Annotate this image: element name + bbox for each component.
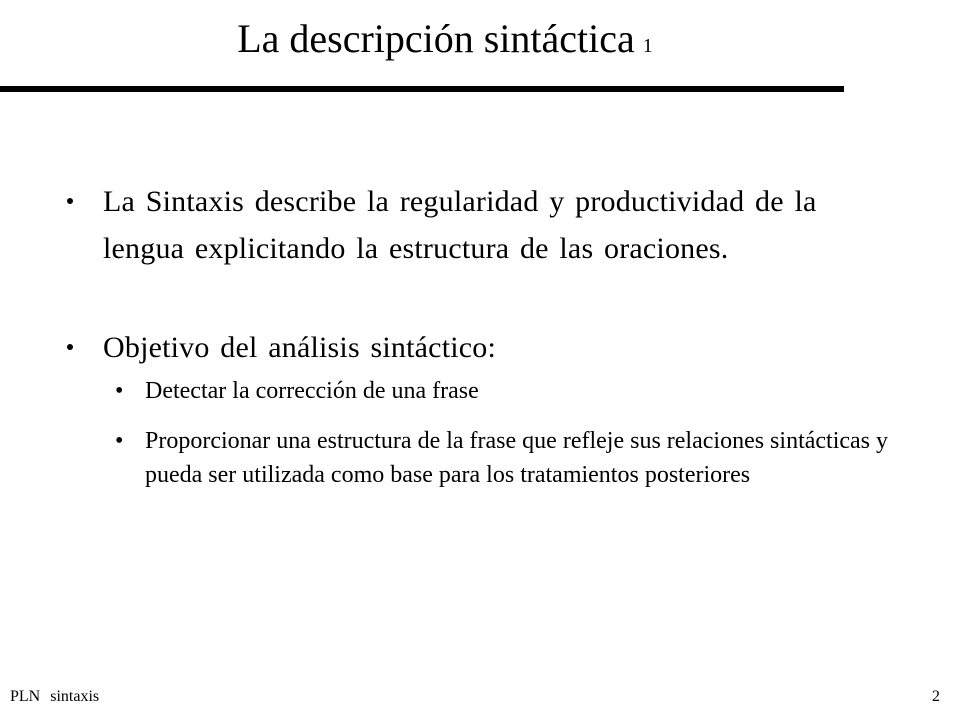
- sub-bullet-dot-icon: •: [115, 428, 124, 454]
- bullet-text: Objetivo del análisis sintáctico:: [103, 331, 497, 364]
- slide-title-suffix: 1: [642, 35, 653, 57]
- sub-bullet-dot-icon: •: [115, 378, 124, 404]
- footer-label: PLN sintaxis: [10, 688, 100, 705]
- sub-bullet-text: Proporcionar una estructura de la frase que refleje sus relaciones sintácticas y pueda ser utilizada como base para los tratamientos posteriores: [145, 428, 889, 488]
- bullet-text: La Sintaxis describe la regularidad y productividad de la lengua explicitando la estructura de las oraciones.: [103, 185, 817, 265]
- sub-bullet-item: [115, 374, 915, 408]
- slide-title: [0, 16, 890, 62]
- bullet-dot-icon: [67, 198, 73, 204]
- slide-title-text: La descripción sintáctica: [237, 16, 635, 61]
- sub-bullet-item: [115, 424, 915, 492]
- bullet-dot-icon: [67, 344, 73, 350]
- bullet-item: [103, 324, 883, 371]
- bullet-item: [103, 178, 883, 272]
- sub-bullet-text: Detectar la corrección de una frase: [145, 378, 479, 404]
- page-number: 2: [932, 688, 940, 705]
- title-underline-rule: [0, 86, 844, 92]
